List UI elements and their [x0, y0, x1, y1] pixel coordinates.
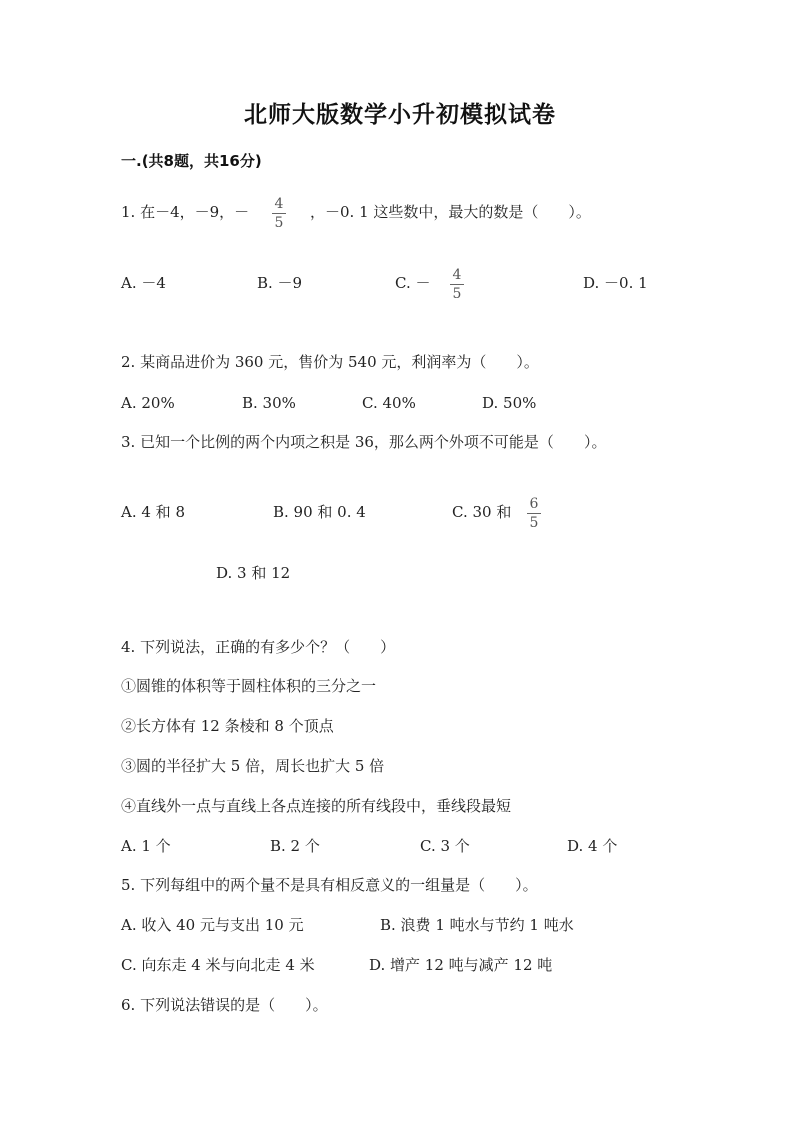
- option-c-fraction: [450, 267, 464, 302]
- question-1-option-b[interactable]: B. －9: [257, 274, 303, 292]
- question-2-option-a[interactable]: A. 20%: [121, 394, 175, 412]
- question-6-stem: 6. 下列说法错误的是（ ）。: [121, 996, 328, 1014]
- question-2-option-b[interactable]: B. 30%: [242, 394, 296, 412]
- fraction-denominator: 5: [529, 515, 539, 531]
- question-5-stem: 5. 下列每组中的两个量不是具有相反意义的一组量是（ ）。: [121, 876, 538, 894]
- fraction-bar: [450, 284, 464, 285]
- question-1-option-d[interactable]: D. －0. 1: [583, 274, 648, 292]
- question-1-option-c[interactable]: C. －: [395, 274, 431, 292]
- question-4-option-b[interactable]: B. 2 个: [270, 837, 320, 855]
- question-4-option-c[interactable]: C. 3 个: [420, 837, 470, 855]
- question-1-stem-start: 1. 在－4，－9，－: [121, 203, 250, 221]
- question-3-option-c[interactable]: C. 30 和: [452, 503, 512, 521]
- option-c-fraction: [527, 496, 541, 531]
- question-2-stem: 2. 某商品进价为 360 元，售价为 540 元，利润率为（ ）。: [121, 353, 539, 371]
- fraction-denominator: 5: [452, 286, 462, 302]
- question-4-option-d[interactable]: D. 4 个: [567, 837, 618, 855]
- question-5-option-c[interactable]: C. 向东走 4 米与向北走 4 米: [121, 956, 315, 974]
- exam-title: 北师大版数学小升初模拟试卷: [244, 102, 556, 128]
- question-4-option-a[interactable]: A. 1 个: [121, 837, 171, 855]
- fraction-bar: [272, 213, 286, 214]
- question-4-statement: ④直线外一点与直线上各点连接的所有线段中，垂线段最短: [121, 797, 512, 815]
- question-3-option-a[interactable]: A. 4 和 8: [121, 503, 185, 521]
- question-1-option-a[interactable]: A. －4: [121, 274, 166, 292]
- section-heading: 一.(共8题，共16分): [121, 152, 262, 170]
- fraction-numerator: 4: [452, 267, 462, 283]
- question-3-option-b[interactable]: B. 90 和 0. 4: [273, 503, 366, 521]
- question-5-option-d[interactable]: D. 增产 12 吨与减产 12 吨: [369, 956, 553, 974]
- question-3-stem: 3. 已知一个比例的两个内项之积是 36，那么两个外项不可能是（ ）。: [121, 433, 607, 451]
- question-5-option-b[interactable]: B. 浪费 1 吨水与节约 1 吨水: [380, 916, 574, 934]
- question-4-statement: ③圆的半径扩大 5 倍，周长也扩大 5 倍: [121, 757, 385, 775]
- fraction-numerator: 4: [274, 196, 284, 212]
- fraction-numerator: 6: [529, 496, 539, 512]
- question-5-option-a[interactable]: A. 收入 40 元与支出 10 元: [121, 916, 304, 934]
- question-3-option-d[interactable]: D. 3 和 12: [216, 564, 291, 582]
- fraction-four-fifths: [272, 196, 286, 231]
- question-1-stem-end: ，－0. 1 这些数中，最大的数是（ ）。: [310, 203, 591, 221]
- question-2-option-c[interactable]: C. 40%: [362, 394, 416, 412]
- question-2-option-d[interactable]: D. 50%: [482, 394, 537, 412]
- fraction-bar: [527, 513, 541, 514]
- fraction-denominator: 5: [274, 215, 284, 231]
- question-4-stem: 4. 下列说法，正确的有多少个？（ ）: [121, 638, 396, 656]
- question-4-statement: ②长方体有 12 条棱和 8 个顶点: [121, 717, 334, 735]
- question-4-statement: ①圆锥的体积等于圆柱体积的三分之一: [121, 677, 377, 695]
